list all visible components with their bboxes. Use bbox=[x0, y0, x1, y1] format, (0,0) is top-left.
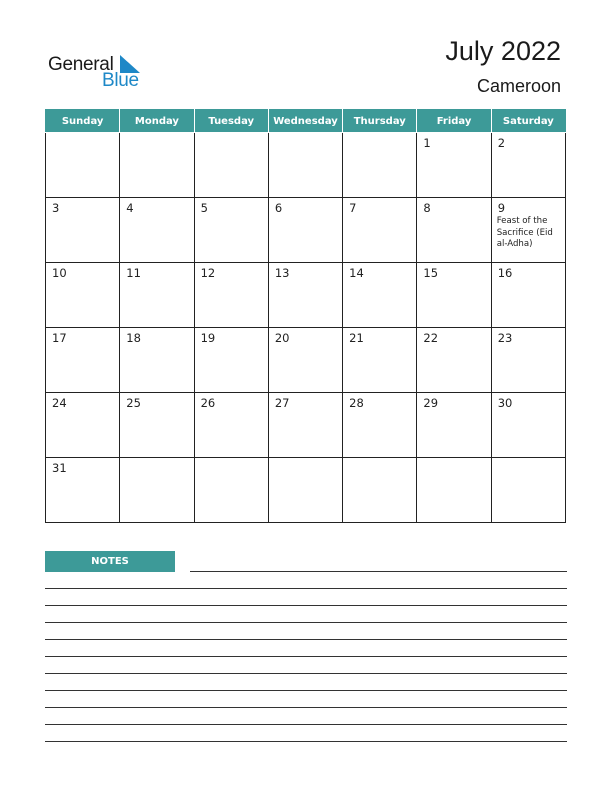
calendar-day-cell bbox=[268, 458, 342, 523]
weekday-header: Monday bbox=[120, 110, 194, 133]
notes-line bbox=[45, 605, 567, 606]
day-number: 2 bbox=[497, 136, 506, 150]
weekday-header: Wednesday bbox=[268, 110, 342, 133]
day-number: 3 bbox=[52, 201, 60, 215]
day-number: 21 bbox=[349, 331, 364, 345]
calendar-day-cell bbox=[194, 133, 268, 198]
calendar-day-cell bbox=[268, 263, 342, 328]
day-number: 7 bbox=[349, 201, 357, 215]
calendar-day-cell bbox=[417, 328, 491, 393]
calendar-day-cell bbox=[194, 198, 268, 263]
calendar-day-cell bbox=[491, 133, 565, 198]
calendar-day-cell bbox=[46, 328, 120, 393]
calendar-day-cell bbox=[268, 328, 342, 393]
calendar-week-row bbox=[46, 198, 566, 263]
day-number: 28 bbox=[349, 396, 364, 410]
day-number: 25 bbox=[126, 396, 141, 410]
day-number: 5 bbox=[200, 201, 208, 215]
calendar-day-cell bbox=[46, 133, 120, 198]
day-number: 10 bbox=[52, 266, 67, 280]
calendar-day-cell bbox=[268, 198, 342, 263]
notes-line bbox=[45, 656, 567, 657]
day-number: 31 bbox=[52, 461, 67, 475]
notes-line bbox=[45, 639, 567, 640]
calendar-day-cell bbox=[46, 263, 120, 328]
country-name: Cameroon bbox=[476, 76, 561, 96]
day-number: 8 bbox=[423, 201, 431, 215]
calendar-day-cell bbox=[120, 198, 194, 263]
weekday-header: Thursday bbox=[343, 110, 417, 133]
brand-logo bbox=[48, 52, 158, 92]
calendar-body bbox=[46, 133, 566, 523]
day-number: 20 bbox=[274, 331, 290, 345]
calendar-day-cell bbox=[343, 393, 417, 458]
calendar-day-cell bbox=[194, 263, 268, 328]
calendar-day-cell bbox=[343, 263, 417, 328]
holiday-label: Feast of the Sacrifice (Eid al-Adha) bbox=[496, 216, 553, 249]
day-number: 9 bbox=[497, 201, 506, 215]
calendar-day-cell bbox=[491, 328, 565, 393]
calendar-day-cell bbox=[46, 198, 120, 263]
brand-name-general: General bbox=[48, 54, 114, 75]
calendar-day-cell bbox=[491, 393, 565, 458]
day-number: 16 bbox=[497, 266, 513, 280]
calendar-day-cell bbox=[194, 393, 268, 458]
calendar-grid bbox=[45, 109, 566, 523]
calendar-day-cell bbox=[491, 263, 565, 328]
day-number: 29 bbox=[423, 396, 439, 410]
calendar-week-row bbox=[46, 393, 566, 458]
calendar-day-cell bbox=[343, 458, 417, 523]
calendar-day-cell bbox=[268, 133, 342, 198]
day-number: 15 bbox=[423, 266, 439, 280]
calendar-day-cell bbox=[343, 328, 417, 393]
calendar-day-cell bbox=[417, 458, 491, 523]
notes-line bbox=[45, 622, 567, 623]
calendar-day-cell bbox=[343, 133, 417, 198]
calendar-day-cell bbox=[343, 198, 417, 263]
weekday-header: Saturday bbox=[491, 110, 565, 133]
calendar-day-cell bbox=[417, 133, 491, 198]
day-number: 6 bbox=[274, 201, 283, 215]
calendar-title: July 2022 bbox=[445, 36, 561, 66]
day-number: 18 bbox=[126, 331, 141, 345]
calendar-day-cell bbox=[491, 458, 565, 523]
calendar-day-cell bbox=[120, 458, 194, 523]
day-number: 19 bbox=[200, 331, 216, 345]
day-number: 23 bbox=[497, 331, 513, 345]
calendar-day-cell bbox=[268, 393, 342, 458]
day-number: 30 bbox=[497, 396, 513, 410]
day-number: 13 bbox=[274, 266, 290, 280]
calendar-week-row bbox=[46, 263, 566, 328]
day-number: 17 bbox=[52, 331, 67, 345]
calendar-day-cell bbox=[46, 458, 120, 523]
day-number: 4 bbox=[126, 201, 134, 215]
notes-line bbox=[45, 673, 567, 674]
notes-line bbox=[190, 571, 567, 572]
weekday-header-row bbox=[46, 110, 566, 133]
weekday-header: Friday bbox=[417, 110, 491, 133]
calendar-day-cell bbox=[120, 133, 194, 198]
day-number: 11 bbox=[126, 266, 141, 280]
calendar-day-cell bbox=[194, 328, 268, 393]
calendar-day-cell bbox=[194, 458, 268, 523]
calendar-day-cell bbox=[417, 198, 491, 263]
day-number: 26 bbox=[200, 396, 216, 410]
calendar-day-cell bbox=[417, 393, 491, 458]
calendar-day-cell bbox=[120, 263, 194, 328]
day-number: 27 bbox=[274, 396, 290, 410]
weekday-header: Tuesday bbox=[194, 110, 268, 133]
day-number: 14 bbox=[349, 266, 364, 280]
notes-line bbox=[45, 690, 567, 691]
notes-line bbox=[45, 724, 567, 725]
notes-line bbox=[45, 588, 567, 589]
calendar-day-cell bbox=[491, 198, 565, 263]
brand-name-blue: Blue bbox=[102, 70, 139, 91]
calendar-day-cell bbox=[120, 328, 194, 393]
calendar-day-cell bbox=[46, 393, 120, 458]
day-number: 24 bbox=[52, 396, 67, 410]
day-number: 1 bbox=[423, 136, 431, 150]
calendar-day-cell bbox=[417, 263, 491, 328]
calendar-day-cell bbox=[120, 393, 194, 458]
notes-line bbox=[45, 707, 567, 708]
calendar-week-row bbox=[46, 328, 566, 393]
notes-label: NOTES bbox=[45, 551, 175, 572]
calendar-week-row bbox=[46, 458, 566, 523]
notes-line bbox=[45, 741, 567, 742]
weekday-header: Sunday bbox=[46, 110, 120, 133]
calendar-week-row bbox=[46, 133, 566, 198]
day-number: 12 bbox=[200, 266, 216, 280]
day-number: 22 bbox=[423, 331, 439, 345]
